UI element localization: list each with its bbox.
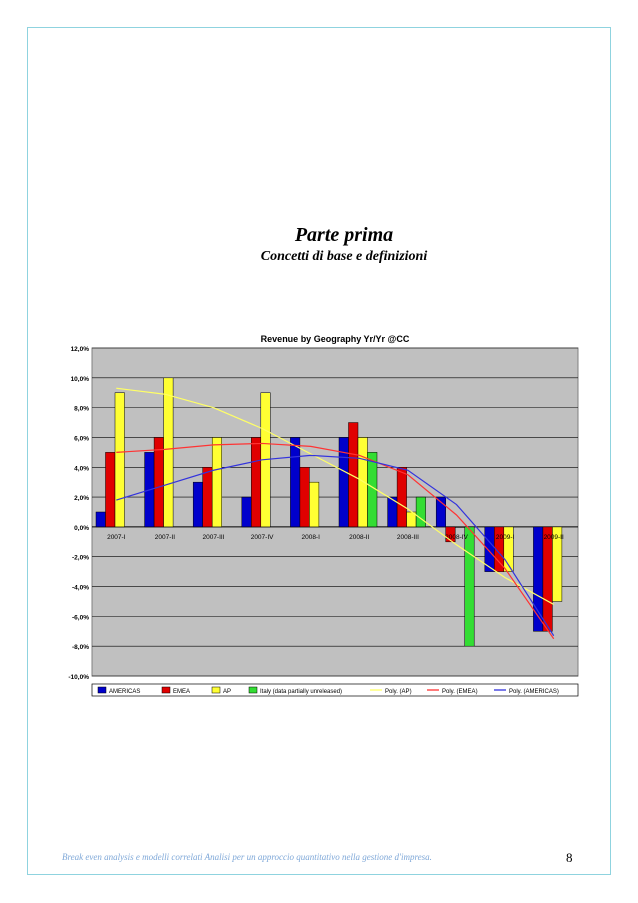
x-tick-label: 2008-II [349,533,370,541]
y-tick-label: 4,0% [74,465,89,473]
bar-ap [358,437,368,526]
bar-ap [212,437,222,526]
bar-emea [543,527,553,631]
y-tick-label: -2,0% [72,554,89,562]
y-tick-label: -10,0% [68,674,89,681]
x-tick-label: 2008-IV [445,533,468,541]
x-tick-label: 2007-II [154,533,176,541]
x-tick-label: 2007-III [202,533,225,541]
bar-americas [339,437,349,526]
bar-americas [290,437,300,526]
bar-americas [193,482,203,527]
chart-svg [60,330,580,710]
bar-emea [251,437,260,526]
bar-emea [106,452,116,527]
bar-emea [154,437,164,526]
bar-italy [416,497,426,527]
x-tick-label: 2009-II [543,533,564,541]
bar-ap [455,527,465,528]
y-tick-label: 10,0% [70,375,89,383]
bar-ap [115,393,125,527]
bar-ap [309,482,319,527]
bar-emea [203,467,213,527]
bar-emea [300,467,310,527]
y-tick-label: 8,0% [74,405,89,413]
legend-item-poly-americas-label: Poly. (AMERICAS) [509,689,559,695]
bar-emea [397,467,407,527]
legend-item-ap-swatch [212,687,220,693]
legend-item-ap-label: AP [223,689,232,695]
bar-americas [96,512,106,527]
bar-americas [242,497,252,527]
x-tick-label: 2007-I [107,533,126,541]
footer-text: Break even analysis e modelli correlati Analisi per un approccio quantitativo nella gestione d'impresa. [62,852,432,862]
x-tick-label: 2008-I [301,533,320,541]
x-tick-label: 2007-IV [250,533,274,541]
legend-item-italy-swatch [249,687,257,693]
bar-italy [465,527,475,646]
y-tick-label: -8,0% [72,644,89,652]
y-tick-label: 6,0% [74,435,89,443]
legend-item-americas-label: AMERICAS [109,689,141,695]
legend-item-italy-label: Italy (data partially unreleased) [260,689,343,695]
revenue-chart [60,330,580,710]
page-subtitle: Concetti di base e definizioni [260,249,428,264]
x-tick-label: 2008-III [396,533,419,541]
legend-item-emea-label: EMEA [173,689,191,695]
chart-title: Revenue by Geography Yr/Yr @CC [260,334,410,344]
legend-item-americas-swatch [98,687,106,693]
page-title: Parte prima [294,224,394,246]
y-tick-label: 12,0% [70,346,89,353]
x-tick-label: 2009-I [495,533,515,541]
legend-item-emea-swatch [162,687,170,693]
y-tick-label: 0,0% [74,524,89,532]
y-tick-label: -6,0% [72,614,89,622]
y-tick-label: -4,0% [72,584,89,592]
legend-item-poly-ap-label: Poly. (AP) [385,689,412,695]
page-number: 8 [566,850,573,865]
bar-ap [164,378,174,527]
y-tick-label: 2,0% [74,495,89,503]
legend-item-poly-emea-label: Poly. (EMEA) [442,689,478,695]
